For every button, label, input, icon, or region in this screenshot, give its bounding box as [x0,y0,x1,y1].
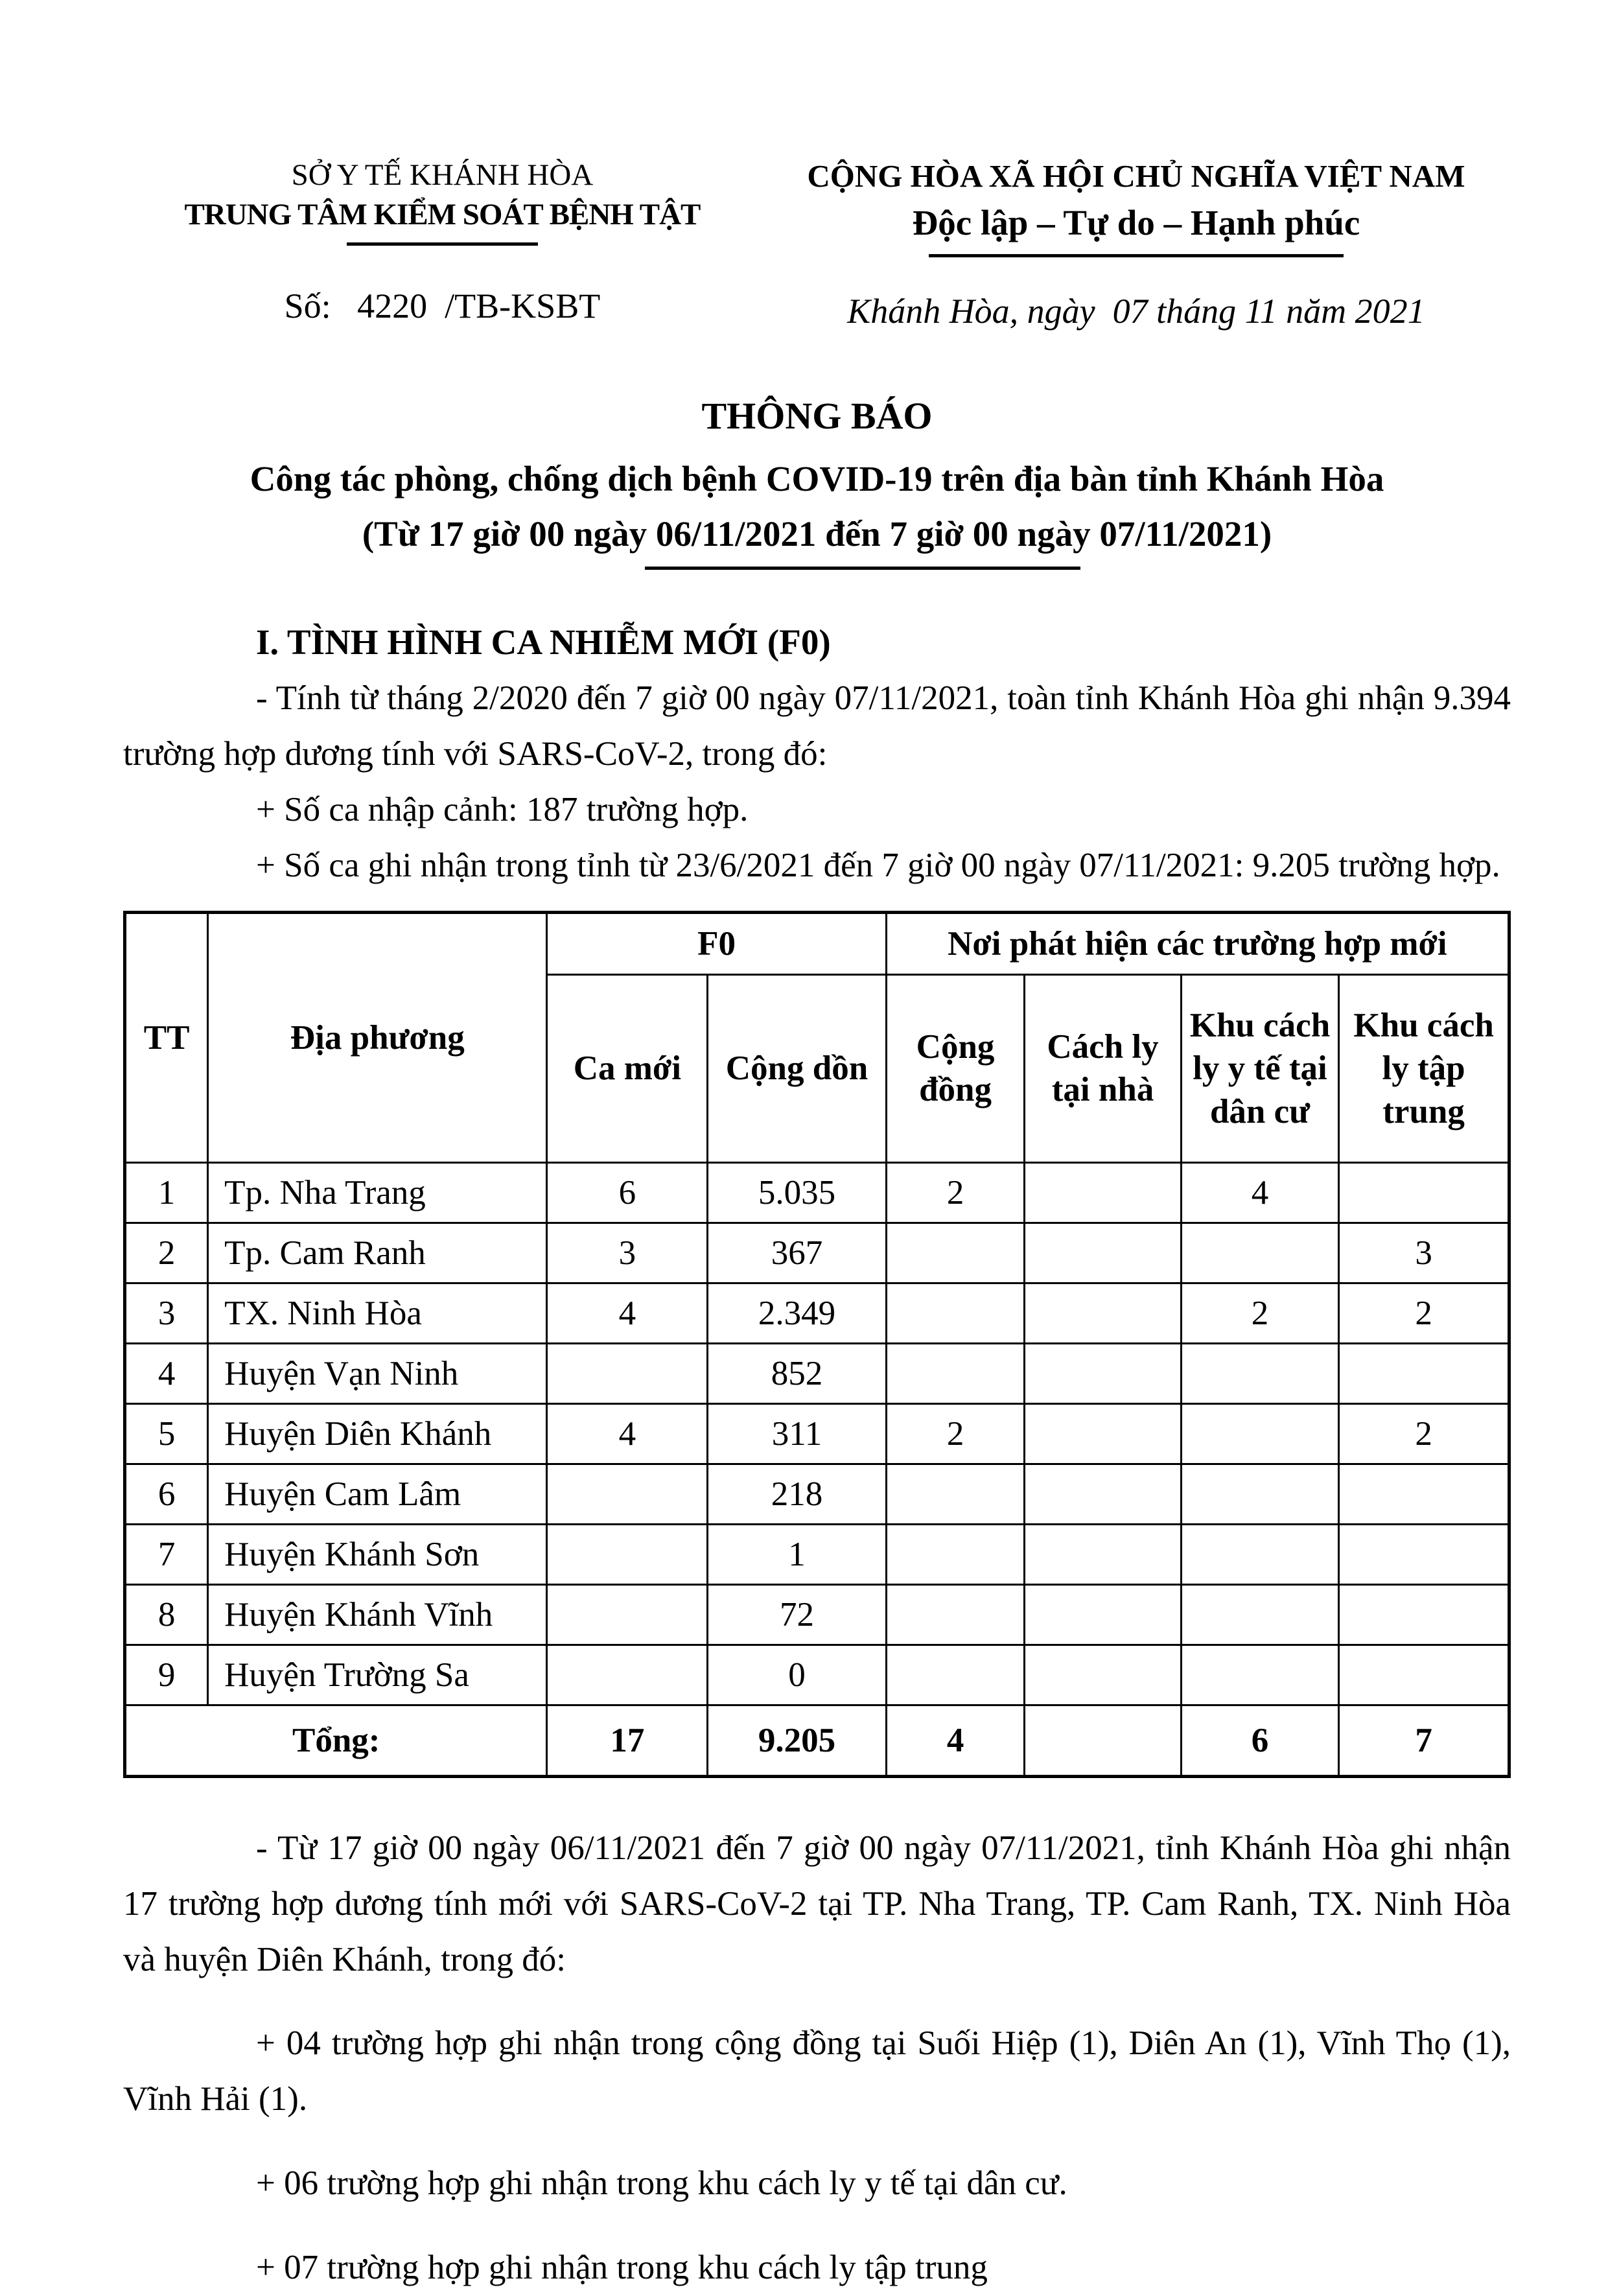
value-cell [1181,1223,1339,1283]
value-cell [547,1524,708,1584]
locality-cell: Huyện Diên Khánh [208,1403,547,1464]
locality-cell: TX. Ninh Hòa [208,1283,547,1343]
value-cell [886,1283,1025,1343]
value-cell [1025,1162,1181,1223]
value-cell [886,1464,1025,1524]
national-motto: Độc lập – Tự do – Hạnh phúc [912,202,1360,242]
value-cell: 9 [125,1645,208,1705]
table-body [125,1162,1509,1705]
table-row [125,1464,1509,1524]
locality-cell: Huyện Cam Lâm [208,1464,547,1524]
value-cell [886,1645,1025,1705]
value-cell: 218 [708,1464,887,1524]
value-cell [1025,1645,1181,1705]
value-cell [1025,1524,1181,1584]
column-header-medical-quarantine: Khu cách ly y tế tại dân cư [1181,974,1339,1162]
paragraph-imported-cases: + Số ca nhập cảnh: 187 trường hợp. [256,791,749,829]
value-cell [1181,1524,1339,1584]
locality-cell: Huyện Khánh Vĩnh [208,1584,547,1645]
value-cell: 3 [1339,1223,1509,1283]
table-row [125,1584,1509,1645]
value-cell [1339,1343,1509,1403]
value-cell: 367 [708,1223,887,1283]
value-cell: 0 [708,1645,887,1705]
table-header-group-row [125,912,1509,974]
locality-cell: Huyện Khánh Sơn [208,1524,547,1584]
motto-divider-line [929,254,1344,257]
column-header-tt: TT [125,912,208,1162]
value-cell [1181,1645,1339,1705]
document-subtitle: Công tác phòng, chống dịch bệnh COVID-19 trên địa bàn tỉnh Khánh Hòa [250,458,1384,498]
value-cell: 2 [1339,1403,1509,1464]
document-number: Số: 4220 /TB-KSBT [284,287,601,326]
value-cell [1339,1645,1509,1705]
paragraph-centralized-quarantine-detail: + 07 trường hợp ghi nhận trong khu cách ly tập trung [256,2249,988,2287]
section-new-cases [123,614,1511,2295]
section-heading: I. TÌNH HÌNH CA NHIỄM MỚI (F0) [256,622,831,662]
value-cell [1025,1403,1181,1464]
paragraph-period-summary: - Từ 17 giờ 00 ngày 06/11/2021 đến 7 giờ 00 ngày 07/11/2021, tỉnh Khánh Hòa ghi nhận 17 trường hợp dương tính mới với SARS-CoV-2 tại TP. Nha Trang, TP. Cam Ranh, TX. Ninh Hòa và huyện Diên Khánh, trong đó: [123,1829,1511,1978]
value-cell: 1 [125,1162,208,1223]
total-row [125,1705,1509,1776]
total-new-cases: 17 [547,1705,708,1776]
value-cell: 4 [547,1283,708,1343]
column-header-cumulative: Cộng dồn [708,974,887,1162]
value-cell [547,1584,708,1645]
value-cell: 2 [1339,1283,1509,1343]
org-parent-name: SỞ Y TẾ KHÁNH HÒA [291,158,594,192]
national-header-block [762,156,1511,331]
value-cell [886,1343,1025,1403]
total-community: 4 [886,1705,1025,1776]
table-row [125,1162,1509,1223]
table-row [125,1223,1509,1283]
value-cell: 72 [708,1584,887,1645]
table-footer [125,1705,1509,1776]
value-cell: 2 [125,1223,208,1283]
value-cell: 2 [1181,1283,1339,1343]
place-dateline: Khánh Hòa, ngày 07 tháng 11 năm 2021 [847,292,1425,331]
paragraph-community-detail: + 04 trường hợp ghi nhận trong cộng đồng tại Suối Hiệp (1), Diên An (1), Vĩnh Thọ (1), Vĩnh Hải (1). [123,2024,1511,2118]
value-cell: 6 [125,1464,208,1524]
value-cell [1181,1584,1339,1645]
column-header-centralized-quarantine: Khu cách ly tập trung [1339,974,1509,1162]
locality-cell: Huyện Trường Sa [208,1645,547,1705]
value-cell: 7 [125,1524,208,1584]
value-cell [547,1645,708,1705]
title-block [123,393,1511,570]
document-header [123,156,1511,331]
value-cell [1025,1464,1181,1524]
value-cell: 3 [547,1223,708,1283]
locality-cell: Huyện Vạn Ninh [208,1343,547,1403]
org-name: TRUNG TÂM KIỂM SOÁT BỆNH TẬT [184,198,701,232]
value-cell [1025,1584,1181,1645]
value-cell [886,1524,1025,1584]
value-cell: 4 [1181,1162,1339,1223]
value-cell [1181,1343,1339,1403]
total-cumulative: 9.205 [708,1705,887,1776]
value-cell: 2 [886,1403,1025,1464]
value-cell: 2.349 [708,1283,887,1343]
paragraph-medical-quarantine-detail: + 06 trường hợp ghi nhận trong khu cách ly y tế tại dân cư. [256,2164,1067,2203]
value-cell [1339,1584,1509,1645]
value-cell: 8 [125,1584,208,1645]
value-cell: 4 [547,1403,708,1464]
value-cell: 3 [125,1283,208,1343]
table-row [125,1645,1509,1705]
cases-by-locality-table [123,911,1511,1778]
value-cell: 852 [708,1343,887,1403]
column-group-detection-place: Nơi phát hiện các trường hợp mới [886,912,1509,974]
document-period: (Từ 17 giờ 00 ngày 06/11/2021 đến 7 giờ 00 ngày 07/11/2021) [362,513,1272,554]
locality-cell: Tp. Nha Trang [208,1162,547,1223]
issuing-org-block [123,156,762,331]
table-row [125,1343,1509,1403]
national-title: CỘNG HÒA XÃ HỘI CHỦ NGHĨA VIỆT NAM [807,158,1465,194]
value-cell [1025,1343,1181,1403]
value-cell: 5.035 [708,1162,887,1223]
total-centralized-quarantine: 7 [1339,1705,1509,1776]
locality-cell: Tp. Cam Ranh [208,1223,547,1283]
value-cell [1181,1464,1339,1524]
total-medical-quarantine: 6 [1181,1705,1339,1776]
column-header-community: Cộng đồng [886,974,1025,1162]
value-cell: 5 [125,1403,208,1464]
table-header [125,912,1509,1162]
value-cell [886,1223,1025,1283]
paragraph-cumulative-total: - Tính từ tháng 2/2020 đến 7 giờ 00 ngày 07/11/2021, toàn tỉnh Khánh Hòa ghi nhận 9.394 trường hợp dương tính với SARS-CoV-2, trong đó: [123,679,1511,773]
paragraph-domestic-cases: + Số ca ghi nhận trong tỉnh từ 23/6/2021 đến 7 giờ 00 ngày 07/11/2021: 9.205 trường hợp. [256,847,1500,885]
value-cell: 6 [547,1162,708,1223]
value-cell [1025,1283,1181,1343]
value-cell [1339,1524,1509,1584]
value-cell: 4 [125,1343,208,1403]
value-cell: 311 [708,1403,887,1464]
total-home-quarantine [1025,1705,1181,1776]
value-cell [1339,1162,1509,1223]
value-cell [886,1584,1025,1645]
value-cell [547,1343,708,1403]
title-divider-line [645,567,1080,570]
value-cell [1181,1403,1339,1464]
column-header-locality: Địa phương [208,912,547,1162]
table-row [125,1524,1509,1584]
column-header-home-quarantine: Cách ly tại nhà [1025,974,1181,1162]
org-divider-line [347,242,538,246]
value-cell [1339,1464,1509,1524]
value-cell: 1 [708,1524,887,1584]
value-cell [547,1464,708,1524]
value-cell: 2 [886,1162,1025,1223]
document-title: THÔNG BÁO [701,395,933,438]
value-cell [1025,1223,1181,1283]
total-label: Tổng: [125,1705,547,1776]
table-row [125,1283,1509,1343]
column-group-f0: F0 [547,912,886,974]
table-row [125,1403,1509,1464]
column-header-new-cases: Ca mới [547,974,708,1162]
